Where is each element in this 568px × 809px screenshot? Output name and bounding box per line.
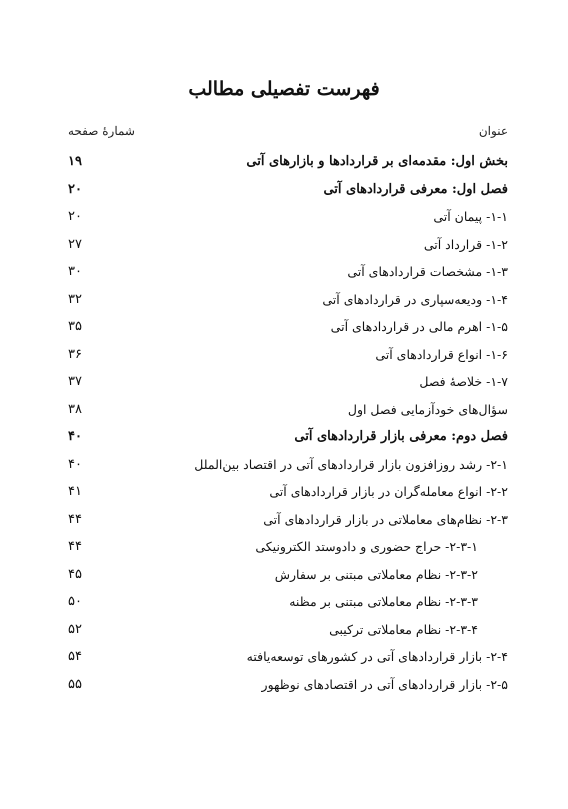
toc-list [68,148,508,698]
page-title: فهرست تفصیلی مطالب [188,78,380,100]
toc-entry [68,588,508,616]
column-header-page-number: شمارهٔ صفحه [68,124,135,138]
toc-entry [68,643,508,671]
toc-entry-page-number: ۳۶ [68,346,82,362]
toc-entry-title: ۱-۳- مشخصات قراردادهای آتی [347,264,508,280]
toc-entry [68,561,508,589]
toc-entry [68,203,508,231]
toc-entry-title: ۱-۱- پیمان آتی [433,209,508,225]
toc-entry-title: فصل دوم: معرفی بازار قراردادهای آتی [294,429,508,445]
toc-entry-page-number: ۳۸ [68,401,82,417]
toc-section-heading [68,148,508,176]
toc-entry [68,231,508,259]
toc-entry-title: بخش اول: مقدمه‌ای بر قراردادها و بازارهای آتی [246,154,508,170]
toc-entry-title: ۱-۵- اهرم مالی در قراردادهای آتی [330,319,508,335]
toc-entry-page-number: ۴۵ [68,566,82,582]
toc-entry [68,533,508,561]
toc-entry-page-number: ۵۲ [68,621,82,637]
toc-entry-title: فصل اول: معرفی قراردادهای آتی [323,181,508,197]
toc-entry-title: ۲-۵- بازار قراردادهای آتی در اقتصادهای نوظهور [261,676,508,692]
toc-section-heading [68,176,508,204]
toc-entry [68,313,508,341]
toc-entry-title: ۲-۴- بازار قراردادهای آتی در کشورهای توسعه‌یافته [246,649,508,665]
toc-entry-page-number: ۱۹ [68,154,82,170]
toc-entry-title: ۲-۳-۳- نظام معاملاتی مبتنی بر مظنه [289,594,478,610]
toc-entry [68,258,508,286]
toc-entry [68,506,508,534]
toc-entry [68,396,508,424]
toc-entry-title: ۲-۳- نظام‌های معاملاتی در بازار قراردادهای آتی [263,511,508,527]
toc-entry-page-number: ۵۴ [68,649,82,665]
toc-entry-title: ۲-۳-۱- حراج حضوری و دادوستد الکترونیکی [255,539,478,555]
toc-entry-page-number: ۲۰ [68,209,82,225]
toc-entry [68,451,508,479]
toc-entry-page-number: ۳۰ [68,264,82,280]
column-header-title: عنوان [478,124,508,138]
toc-entry-page-number: ۴۰ [68,456,82,472]
toc-entry [68,286,508,314]
toc-entry-page-number: ۴۱ [68,484,82,500]
toc-entry [68,368,508,396]
toc-entry-page-number: ۴۰ [68,429,82,445]
toc-entry-page-number: ۵۵ [68,676,82,692]
toc-entry-page-number: ۳۵ [68,319,82,335]
toc-entry-title: ۱-۶- انواع قراردادهای آتی [375,346,508,362]
toc-entry-title: ۱-۲- قرارداد آتی [423,236,508,252]
toc-entry [68,478,508,506]
toc-entry-page-number: ۲۷ [68,236,82,252]
toc-entry-page-number: ۴۴ [68,511,82,527]
toc-entry-title: ۱-۴- ودیعه‌سپاری در قراردادهای آتی [322,291,508,307]
toc-entry [68,671,508,699]
toc-entry-title: ۱-۷- خلاصهٔ فصل [419,374,508,390]
toc-entry-title: ۲-۲- انواع معامله‌گران در بازار قراردادهای آتی [269,484,508,500]
toc-entry-title: ۲-۳-۲- نظام معاملاتی مبتنی بر سفارش [274,566,478,582]
toc-entry-title: سؤال‌های خودآزمایی فصل اول [347,401,508,417]
toc-entry [68,616,508,644]
toc-entry-title: ۲-۳-۴- نظام معاملاتی ترکیبی [329,621,478,637]
toc-entry-page-number: ۲۰ [68,181,82,197]
toc-entry [68,341,508,369]
toc-entry-page-number: ۵۰ [68,594,82,610]
toc-entry-page-number: ۳۷ [68,374,82,390]
toc-entry-page-number: ۴۴ [68,539,82,555]
toc-section-heading [68,423,508,451]
toc-entry-page-number: ۳۲ [68,291,82,307]
toc-entry-title: ۲-۱- رشد روزافزون بازار قراردادهای آتی در اقتصاد بین‌الملل [194,456,508,472]
